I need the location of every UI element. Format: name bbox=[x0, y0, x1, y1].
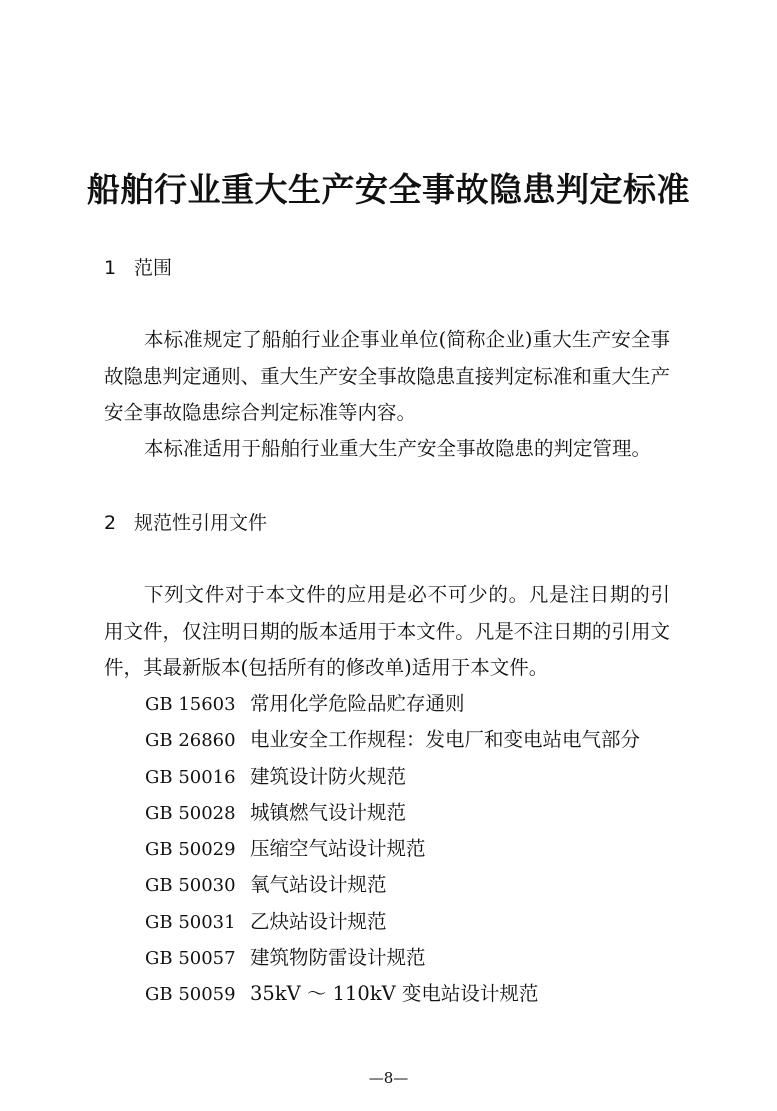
reference-item bbox=[145, 795, 640, 831]
section-1-paragraph-2: 本标准适用于船舶行业重大生产安全事故隐患的判定管理。 bbox=[144, 437, 652, 460]
reference-item bbox=[145, 759, 640, 795]
reference-list bbox=[145, 686, 640, 1013]
section-1-heading bbox=[104, 255, 172, 281]
reference-title: 电业安全工作规程：发电厂和变电站电气部分 bbox=[250, 728, 641, 752]
reference-code: GB 50030 bbox=[145, 875, 236, 897]
page-number: —8— bbox=[368, 1069, 409, 1087]
section-1-paragraph-1: 本标准规定了船舶行业企事业单位(简称企业)重大生产安全事故隐患判定通则、重大生产安全事故隐患直接判定标准和重大生产安全事故隐患综合判定标准等内容。 bbox=[104, 328, 670, 424]
reference-title: 35kV ～ 110kV 变电站设计规范 bbox=[250, 982, 539, 1006]
reference-item bbox=[145, 867, 640, 903]
section-2-paragraph-1: 下列文件对于本文件的应用是必不可少的。凡是注日期的引用文件，仅注明日期的版本适用于本文件。凡是不注日期的引用文件，其最新版本(包括所有的修改单)适用于本文件。 bbox=[104, 583, 670, 679]
document-title: 船舶行业重大生产安全事故隐患判定标准 bbox=[87, 170, 690, 209]
reference-item bbox=[145, 722, 640, 758]
reference-code: GB 15603 bbox=[145, 694, 236, 715]
reference-title: 常用化学危险品贮存通则 bbox=[250, 692, 465, 715]
reference-code: GB 50016 bbox=[145, 766, 236, 788]
reference-title: 乙炔站设计规范 bbox=[250, 909, 387, 933]
section-1-number: 1 bbox=[104, 257, 117, 279]
reference-title: 氧气站设计规范 bbox=[250, 873, 387, 897]
reference-title: 建筑设计防火规范 bbox=[250, 764, 407, 788]
reference-code: GB 26860 bbox=[145, 730, 236, 752]
reference-title: 建筑物防雷设计规范 bbox=[250, 946, 426, 970]
reference-item bbox=[145, 904, 640, 940]
reference-item bbox=[145, 940, 640, 976]
section-2-title: 规范性引用文件 bbox=[134, 512, 268, 534]
section-2-number: 2 bbox=[104, 512, 117, 534]
section-1-title: 范围 bbox=[134, 257, 173, 279]
reference-code: GB 50057 bbox=[145, 948, 236, 970]
section-2-heading bbox=[104, 510, 267, 536]
reference-title: 城镇燃气设计规范 bbox=[250, 800, 407, 824]
reference-code: GB 50059 bbox=[145, 984, 236, 1006]
reference-item bbox=[145, 831, 640, 867]
reference-title: 压缩空气站设计规范 bbox=[250, 837, 426, 861]
reference-item bbox=[145, 686, 640, 722]
reference-code: GB 50031 bbox=[145, 911, 236, 933]
reference-code: GB 50029 bbox=[145, 839, 236, 861]
reference-code: GB 50028 bbox=[145, 802, 236, 824]
reference-item bbox=[145, 976, 640, 1012]
